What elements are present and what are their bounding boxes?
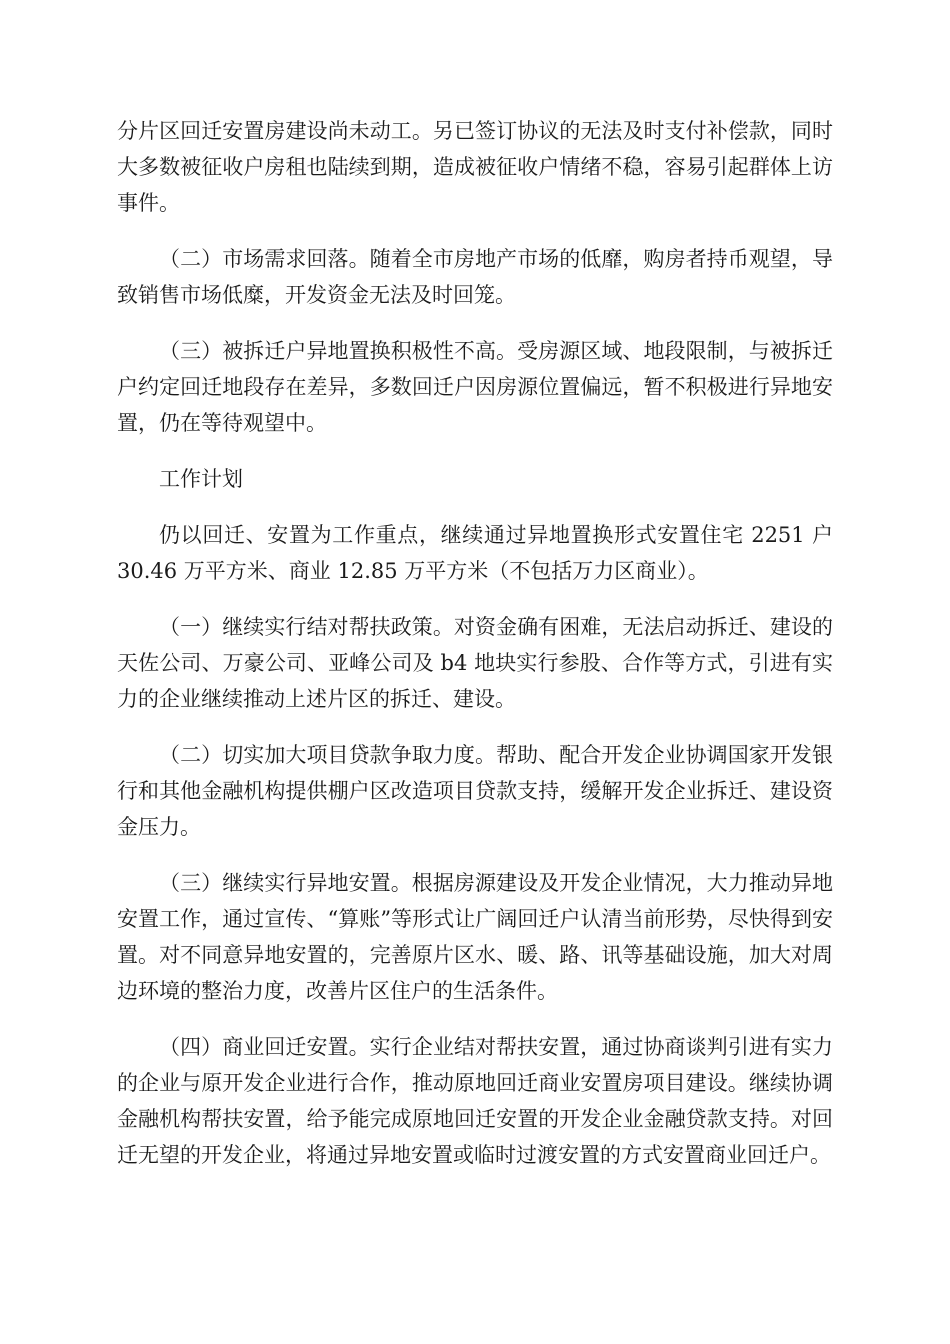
section-heading-work-plan: 工作计划 bbox=[159, 467, 243, 491]
document-page bbox=[117, 113, 833, 1193]
paragraph-continuation: 分片区回迁安置房建设尚未动工。另已签订协议的无法及时支付补偿款，同时大多数被征收户房租也陆续到期，造成被征收户情绪不稳，容易引起群体上访事件。 bbox=[117, 119, 833, 215]
paragraph-market-demand: （二）市场需求回落。随着全市房地产市场的低靡，购房者持币观望，导致销售市场低糜，开发资金无法及时回笼。 bbox=[117, 247, 833, 307]
paragraph-plan-item-3: （三）继续实行异地安置。根据房源建设及开发企业情况，大力推动异地安置工作，通过宣传、“算账”等形式让广阔回迁户认清当前形势，尽快得到安置。对不同意异地安置的，完善原片区水、暖、路、讯等基础设施，加大对周边环境的整治力度，改善片区住户的生活条件。 bbox=[117, 871, 833, 1003]
paragraph-plan-item-1: （一）继续实行结对帮扶政策。对资金确有困难，无法启动拆迁、建设的天佐公司、万豪公司、亚峰公司及 b4 地块实行参股、合作等方式，引进有实力的企业继续推动上述片区的拆迁、建设。 bbox=[117, 615, 833, 711]
paragraph-relocation-willingness: （三）被拆迁户异地置换积极性不高。受房源区域、地段限制，与被拆迁户约定回迁地段存在差异，多数回迁户因房源位置偏远，暂不积极进行异地安置，仍在等待观望中。 bbox=[117, 339, 833, 435]
paragraph-plan-item-2: （二）切实加大项目贷款争取力度。帮助、配合开发企业协调国家开发银行和其他金融机构提供棚户区改造项目贷款支持，缓解开发企业拆迁、建设资金压力。 bbox=[117, 743, 833, 839]
paragraph-work-plan-intro: 仍以回迁、安置为工作重点，继续通过异地置换形式安置住宅 2251 户 30.46 万平方米、商业 12.85 万平方米（不包括万力区商业）。 bbox=[117, 523, 833, 583]
paragraph-plan-item-4: （四）商业回迁安置。实行企业结对帮扶安置，通过协商谈判引进有实力的企业与原开发企业进行合作，推动原地回迁商业安置房项目建设。继续协调金融机构帮扶安置，给予能完成原地回迁安置的开发企业金融贷款支持。对回迁无望的开发企业，将通过异地安置或临时过渡安置的方式安置商业回迁户。 bbox=[117, 1035, 833, 1167]
